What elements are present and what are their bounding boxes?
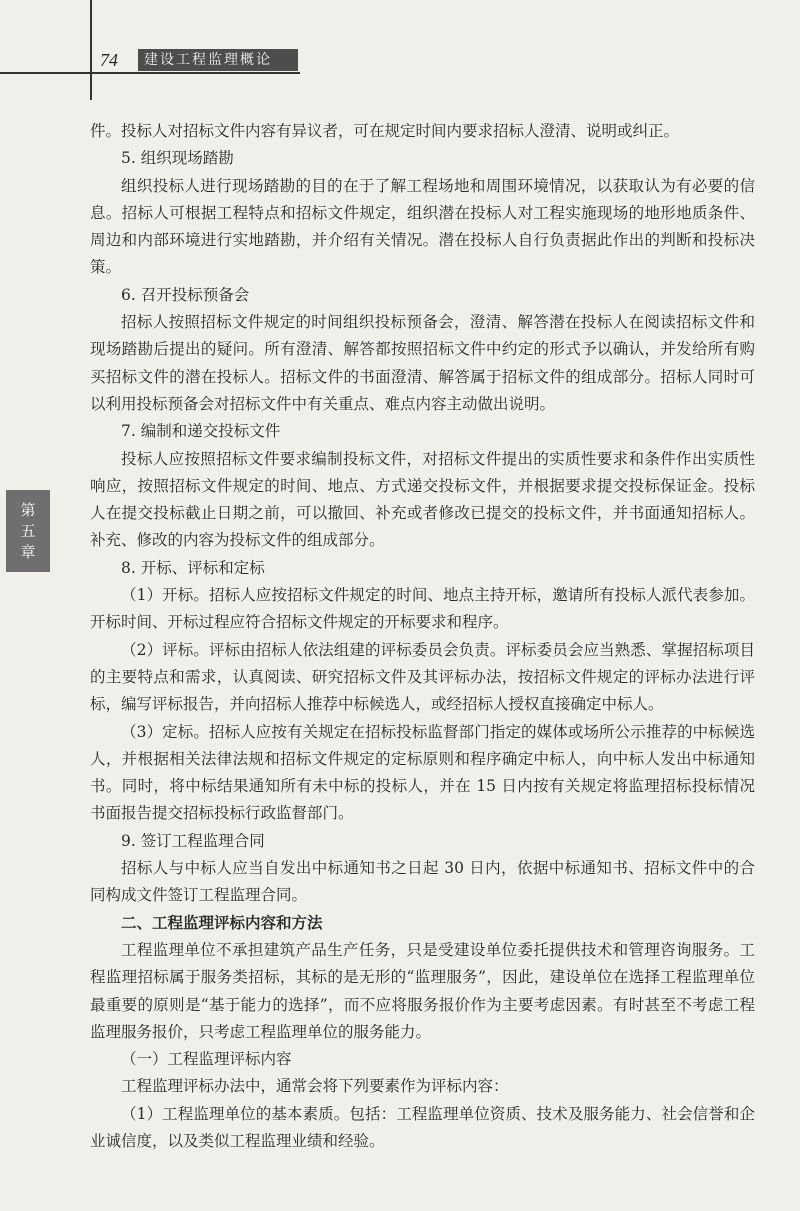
numbered-heading: 9. 签订工程监理合同	[121, 831, 265, 850]
paragraph: （1）工程监理单位的基本素质。包括：工程监理单位资质、技术及服务能力、社会信誉和企业诚信度，以及类似工程监理业绩和经验。	[90, 1104, 755, 1150]
paragraph: 组织投标人进行现场踏勘的目的在于了解工程场地和周围环境情况，以获取认为有必要的信息。招标人可根据工程特点和招标文件规定，组织潜在投标人对工程实施现场的地形地质条件、周边和内部环境进行实地踏勘，并介绍有关情况。潜在投标人自行负责据此作出的判断和投标决策。	[90, 176, 755, 277]
chapter-tab-char: 五	[20, 521, 36, 540]
page-body	[90, 118, 755, 1155]
paragraph: 招标人与中标人应当自发出中标通知书之日起 30 日内，依据中标通知书、招标文件中的合同构成文件签订工程监理合同。	[90, 859, 755, 905]
subsection-heading: （一）工程监理评标内容	[121, 1050, 292, 1069]
section-heading: 二、工程监理评标内容和方法	[121, 913, 323, 932]
header-vertical-rule	[90, 0, 92, 100]
paragraph: 件。投标人对招标文件内容有异议者，可在规定时间内要求招标人澄清、说明或纠正。	[90, 122, 680, 140]
paragraph: 工程监理单位不承担建筑产品生产任务，只是受建设单位委托提供技术和管理咨询服务。工程监理招标属于服务类招标，其标的是无形的“监理服务”，因此，建设单位在选择工程监理单位最重要的原则是“基于能力的选择”，而不应将服务报价作为主要考虑因素。有时甚至不考虑工程监理服务报价，只考虑工程监理单位的服务能力。	[90, 940, 755, 1041]
numbered-heading: 8. 开标、评标和定标	[121, 558, 265, 577]
paragraph: （2）评标。评标由招标人依法组建的评标委员会负责。评标委员会应当熟悉、掌握招标项目的主要特点和需求，认真阅读、研究招标文件及其评标办法，按招标文件规定的评标办法进行评标，编写评标报告，并向招标人推荐中标候选人，或经招标人授权直接确定中标人。	[90, 640, 755, 714]
chapter-tab-char: 章	[20, 542, 36, 561]
page-number: 74	[100, 50, 118, 70]
book-title: 建设工程监理概论	[138, 49, 298, 71]
chapter-tab	[6, 490, 50, 572]
paragraph: 工程监理评标办法中，通常会将下列要素作为评标内容：	[121, 1077, 509, 1096]
page-header	[0, 0, 800, 100]
numbered-heading: 6. 召开投标预备会	[121, 285, 250, 304]
header-horizontal-rule	[0, 72, 300, 74]
numbered-heading: 5. 组织现场踏勘	[121, 149, 234, 168]
paragraph: （1）开标。招标人应按招标文件规定的时间、地点主持开标，邀请所有投标人派代表参加。开标时间、开标过程应符合招标文件规定的开标要求和程序。	[90, 586, 755, 632]
chapter-tab-char: 第	[20, 500, 36, 519]
paragraph: （3）定标。招标人应按有关规定在招标投标监督部门指定的媒体或场所公示推荐的中标候选人，并根据相关法律法规和招标文件规定的定标原则和程序确定中标人，向中标人发出中标通知书。同时，将中标结果通知所有未中标的投标人，并在 15 日内按有关规定将监理招标投标情况书面报告提交招标投标行政监督部门。	[90, 722, 755, 823]
numbered-heading: 7. 编制和递交投标文件	[121, 422, 281, 441]
paragraph: 招标人按照招标文件规定的时间组织投标预备会，澄清、解答潜在投标人在阅读招标文件和现场踏勘后提出的疑问。所有澄清、解答都按照招标文件中约定的形式予以确认，并发给所有购买招标文件的潜在投标人。招标文件的书面澄清、解答属于招标文件的组成部分。招标人同时可以利用投标预备会对招标文件中有关重点、难点内容主动做出说明。	[90, 313, 755, 413]
paragraph: 投标人应按照招标文件要求编制投标文件，对招标文件提出的实质性要求和条件作出实质性响应，按照招标文件规定的时间、地点、方式递交投标文件，并根据要求提交投标保证金。投标人在提交投标截止日期之前，可以撤回、补充或者修改已提交的投标文件，并书面通知招标人。补充、修改的内容为投标文件的组成部分。	[90, 449, 755, 550]
